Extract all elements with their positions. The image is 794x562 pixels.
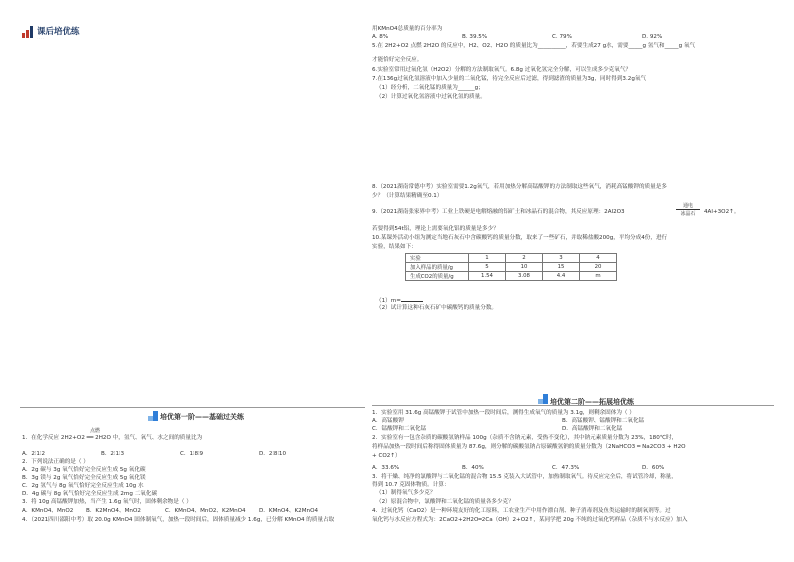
rt-line-6: 6.实验室常用过氧化氢（H2O2）分解的方法制取氧气。6.8g 过氧化氢完全分解，可以生成多少克氧气？ bbox=[372, 67, 632, 73]
rb-q1-opt-b: B．高锰酸钾、锰酸钾和二氧化锰 bbox=[562, 418, 645, 424]
table-row bbox=[406, 272, 617, 281]
rm-line-9-tail: 4Al+3O2↑。 bbox=[704, 209, 740, 215]
table-cell: 4 bbox=[580, 254, 617, 263]
table-cell: 10 bbox=[506, 263, 543, 272]
rt-opt-b: B. 39.5% bbox=[462, 34, 488, 40]
rb-q1-opt-c: C．锰酸钾和二氧化锰 bbox=[372, 426, 427, 432]
left-line-2c: C．2g 氢气与 8g 氧气恰好完全反应生成 10g 水 bbox=[22, 483, 144, 489]
table-cell: 加入样品的质量/g bbox=[406, 263, 469, 272]
left-q1-opt-c: C．1∶8∶9 bbox=[180, 451, 204, 457]
rb-line-3b: 得到 10.7 克固体物质。计算： bbox=[372, 482, 450, 488]
left-q1-opt-b: B．2∶1∶3 bbox=[101, 451, 125, 457]
logo bbox=[22, 22, 102, 42]
rm-line-10: 10.某课外活动小组为测定当地石灰石中含碳酸钙的质量分数，取来了一些矿石，并取稀盐酸200g，平均分成4份，进行 bbox=[372, 235, 668, 241]
rm-line-8b: 少？（计算结果精确至0.1） bbox=[372, 193, 443, 199]
rb-line-2b: 将样品加热一段时间后称得固体质量为 87.6g，则分解的碳酸氢钠占原碳酸氢钠的质量分数为（2NaHCO3 ═ Na2CO3 + H2O bbox=[372, 444, 686, 450]
table-cell: m bbox=[580, 272, 617, 281]
rb-line-2c: + CO2↑） bbox=[372, 453, 401, 459]
left-q3-opt-b: B．K2MnO4、MnO2 bbox=[86, 508, 141, 514]
rb-line-4b: 氧化钙与水反应方程式为：2CaO2+2H2O═2Ca（OH）2+O2↑，某同学把 20g 不纯的过氧化钙样品（杂质不与水反应）加入 bbox=[372, 517, 688, 523]
rb-line-3d: （2）原混合物中，氯酸钾和二氧化锰的质量各多少克？ bbox=[376, 499, 514, 505]
table-cell: 1.54 bbox=[469, 272, 506, 281]
table-cell: 15 bbox=[543, 263, 580, 272]
rm-line-10b: 实验，结果如下： bbox=[372, 244, 417, 250]
rm-line-8: 8.（2021湖南常德中考）实验室需要1.2g氧气，若用加热分解高锰酸钾的方法制取这些氧气，消耗高锰酸钾的质量是多 bbox=[372, 184, 667, 190]
rb-q2-opt-a: A．33.6% bbox=[372, 465, 400, 471]
rb-line-4: 4．过氧化钙（CaO2）是一种环境友好的化工原料，工农业生产中用作漂白剂、种子消毒剂及鱼类运输时的制氧剂等。过 bbox=[372, 508, 671, 514]
table-cell: 实验 bbox=[406, 254, 469, 263]
table-cell: 生成CO2的质量/g bbox=[406, 272, 469, 281]
rb-q1-opt-a: A．高锰酸钾 bbox=[372, 418, 404, 424]
left-q3-opt-d: D．KMnO4、K2MnO4 bbox=[259, 508, 319, 514]
left-line-1: 1．在化学反应 2H2+O2 ══ 2H2O 中，氢气、氧气、水之间的质量比为 bbox=[22, 435, 203, 441]
table-cell: 1 bbox=[469, 254, 506, 263]
rt-opt-a: A. 8% bbox=[372, 34, 389, 40]
left-section-title: 培优第一阶——基础过关练 bbox=[160, 413, 244, 421]
rt-opt-d: D. 92% bbox=[642, 34, 663, 40]
rb-q1-opt-d: D．高锰酸钾和二氧化锰 bbox=[562, 426, 623, 432]
rb-q2-opt-d: D．60% bbox=[642, 465, 665, 471]
rm-line-9-below: 冰晶石 bbox=[680, 211, 696, 217]
rb-q2-opt-c: C．47.3% bbox=[552, 465, 580, 471]
left-q1-opt-d: D．2∶8∶10 bbox=[259, 451, 287, 457]
left-line-4: 4．（2021四川邵阳中考）取 20.0g KMnO4 固体制氧气，加热一段时间后，固体质量减少 1.6g，已分解 KMnO4 的质量占取 bbox=[22, 517, 335, 523]
rt-opt-c: C. 79% bbox=[552, 34, 572, 40]
table-cell: 5 bbox=[469, 263, 506, 272]
data-table bbox=[405, 253, 617, 281]
table-cell: 4.4 bbox=[543, 272, 580, 281]
table-row bbox=[406, 254, 617, 263]
section-squares-icon bbox=[538, 394, 548, 404]
rt-line-1: 用KMnO4总质量的百分率为 bbox=[372, 26, 443, 32]
logo-title: 课后培优练 bbox=[37, 27, 80, 37]
left-line-2b: B．3g 镁与 2g 氧气恰好完全反应生成 5g 氧化镁 bbox=[22, 475, 146, 481]
rm-q1: （1）m= bbox=[376, 296, 423, 305]
rt-line-7a: （1）经分析，二氧化锰的质量为______g； bbox=[376, 85, 484, 91]
table-cell: 3 bbox=[543, 254, 580, 263]
table-row bbox=[406, 263, 617, 272]
left-q1-opt-a: A．2∶1∶2 bbox=[22, 451, 46, 457]
left-line-2d: D．4g 碳与 8g 氧气恰好完全反应生成 2mg 二氧化碳 bbox=[22, 491, 158, 497]
rb-line-3: 3．将干燥、纯净的氯酸钾与二氧化锰的混合物 15.5 克装入大试管中，加热制取氧气。待反应完全后，将试管冷却，称量， bbox=[372, 474, 677, 480]
left-q3-opt-a: A．KMnO4、MnO2 bbox=[22, 508, 74, 514]
rm-line-9-above: 通电 bbox=[676, 203, 700, 210]
logo-subline: · · · · bbox=[37, 36, 44, 40]
left-line-2a: A．2g 碳与 3g 氧气恰好完全反应生成 5g 氧化碳 bbox=[22, 467, 146, 473]
rt-line-7: 7.在136g过氧化氢溶液中加入少量的二氧化锰，待完全反应后过滤，得到滤渣的质量为3g，同时得到3.2g氧气 bbox=[372, 76, 647, 82]
rb-line-1: 1．实验室用 31.6g 高锰酸钾于试管中加热一段时间后，测得生成氧气的质量为 3.1g，则剩余固体为（ ） bbox=[372, 410, 635, 416]
rm-q2: （2）试计算这种石灰石矿中碳酸钙的质量分数。 bbox=[376, 305, 498, 311]
left-line-2: 2．下列说法正确的是（ ） bbox=[22, 459, 89, 465]
table-cell: 20 bbox=[580, 263, 617, 272]
left-divider bbox=[20, 407, 365, 408]
logo-bars-icon bbox=[22, 26, 34, 38]
left-line-1-above: 点燃 bbox=[89, 428, 100, 434]
right-section-title: 培优第二阶——拓展培优练 bbox=[550, 398, 634, 406]
rt-line-5b: 才能恰好完全反应。 bbox=[372, 57, 423, 63]
section-squares-icon bbox=[148, 411, 158, 421]
rb-line-3c: （1）制得氧气多少克？ bbox=[376, 490, 436, 496]
rt-line-5: 5.在 2H2+O2 点燃 2H2O 的反应中，H2、O2、H2O 的质量比为__________，若要生成27 g水，需要_____g 氢气和_____g 氧气 bbox=[372, 43, 696, 49]
rb-q2-opt-b: B．40% bbox=[462, 465, 484, 471]
table-cell: 3.08 bbox=[506, 272, 543, 281]
left-line-3: 3．将 10g 高锰酸钾加热，当产生 1.6g 氧气时，固体剩余物是（ ） bbox=[22, 499, 192, 505]
table-cell: 2 bbox=[506, 254, 543, 263]
rm-line-9b: 若要得到54t铝，理论上需要氧化铝的质量是多少？ bbox=[372, 226, 499, 232]
rb-line-2: 2．实验室有一包含杂质的碳酸氢钠样品 100g（杂质不含钠元素，受热不变化），其中钠元素质量分数为 23%，180℃时， bbox=[372, 435, 678, 441]
rt-line-7b: （2）计算过氧化氢溶液中过氧化氢的质量。 bbox=[376, 94, 486, 100]
left-q3-opt-c: C．KMnO4、MnO2、K2MnO4 bbox=[165, 508, 246, 514]
rm-line-9: 9.（2021湖南张家界中考）工业上铁硬是电解熔融的铝矿土和冰晶石的混合物，其反应原理：2Al2O3 bbox=[372, 209, 625, 215]
